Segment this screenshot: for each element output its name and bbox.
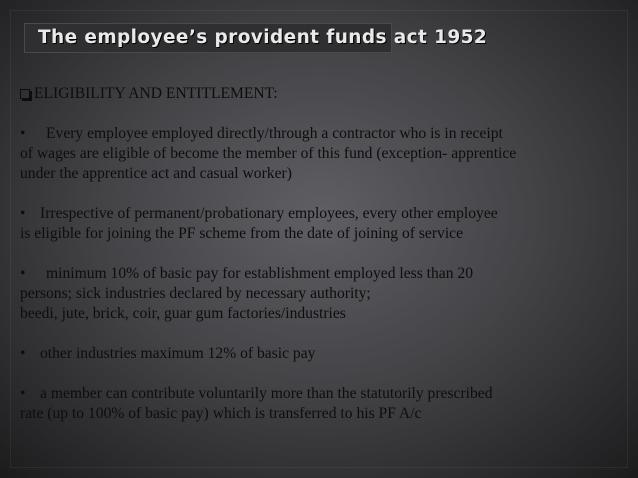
bullet-item-2: [20, 204, 620, 244]
bullet-line: [20, 384, 620, 404]
slide-title: The employee’s provident funds act 1952: [38, 27, 488, 48]
slide-content: [20, 84, 620, 424]
bullet-icon: •: [20, 125, 26, 142]
bullet-text: minimum 10% of basic pay for establishment employed less than 20: [46, 265, 474, 282]
bullet-item-4: [20, 344, 620, 364]
bullet-item-5: [20, 384, 620, 424]
section-heading: [20, 84, 620, 104]
bullet-line: persons; sick industries declared by necessary authority;: [20, 285, 371, 302]
bullet-icon: •: [20, 345, 26, 362]
bullet-icon: •: [20, 205, 26, 222]
bullet-line: of wages are eligible of become the member of this fund (exception- apprentice: [20, 145, 517, 162]
bullet-text: Every employee employed directly/through a contractor who is in receipt: [46, 125, 503, 142]
bullet-text: Irrespective of permanent/probationary employees, every other employee: [40, 205, 498, 222]
bullet-text: a member can contribute voluntarily more than the statutorily prescribed: [40, 385, 493, 402]
section-heading-text: ELIGIBILITY AND ENTITLEMENT:: [34, 85, 278, 102]
bullet-icon: •: [20, 265, 26, 282]
bullet-line: [20, 204, 620, 224]
bullet-line: is eligible for joining the PF scheme from the date of joining of service: [20, 225, 464, 242]
bullet-item-1: [20, 124, 620, 184]
bullet-line: [20, 124, 620, 144]
bullet-item-3: [20, 264, 620, 324]
bullet-line: beedi, jute, brick, coir, guar gum factories/industries: [20, 305, 346, 322]
bullet-line: [20, 344, 620, 364]
bullet-icon: •: [20, 385, 26, 402]
bullet-line: under the apprentice act and casual worker): [20, 165, 292, 182]
checkbox-bullet-icon: [20, 89, 30, 99]
bullet-line: [20, 264, 620, 284]
bullet-text: other industries maximum 12% of basic pay: [40, 345, 316, 362]
bullet-line: rate (up to 100% of basic pay) which is transferred to his PF A/c: [20, 405, 422, 422]
